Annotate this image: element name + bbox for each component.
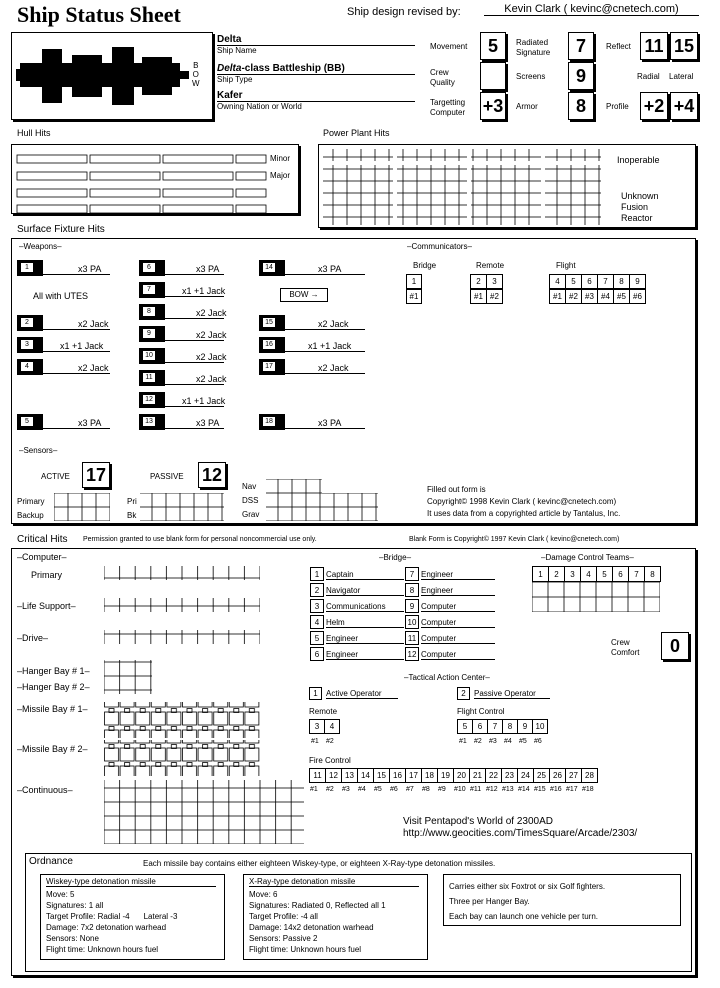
weapons-label: –Weapons– (19, 242, 62, 251)
bridge-station-name: Helm (326, 618, 404, 628)
tac-fire-box[interactable]: 18 (421, 768, 438, 783)
weapon-underline (43, 329, 110, 330)
sensor-primary-label: Primary (17, 497, 45, 506)
dct-number: 6 (612, 566, 629, 582)
weapon-mount-desc: x1 +1 Jack (182, 286, 226, 296)
tac-fire-box[interactable]: 13 (341, 768, 358, 783)
bridge-station-number[interactable]: 6 (310, 647, 324, 661)
tac-fire-sub: #18 (582, 786, 594, 793)
bridge-station-name: Engineer (421, 570, 495, 580)
systems-grid[interactable] (104, 564, 304, 846)
dct-number: 8 (644, 566, 661, 582)
hull-hits-box (11, 144, 299, 214)
computer-label: –Computer– (17, 552, 67, 562)
weapon-mount-desc: x2 Jack (318, 319, 349, 329)
hull-hits-grid[interactable] (12, 145, 298, 213)
power-plant-label: Power Plant Hits (323, 128, 390, 138)
bridge-station-number[interactable]: 2 (310, 583, 324, 597)
comm-box[interactable]: 2 (470, 274, 487, 289)
comms-flight-label: Flight (556, 261, 576, 270)
xray-title: X-Ray-type detonation missile (249, 877, 419, 887)
weapon-mount-desc: x2 Jack (196, 352, 227, 362)
bridge-station-name: Engineer (421, 586, 495, 596)
profile-label: Profile (606, 102, 629, 111)
bridge-station-number[interactable]: 11 (405, 631, 419, 645)
ordnance-desc: Each missile bay contains either eighteen Wiskey-type, or eighteen X-Ray-type detonation missiles. (143, 859, 496, 868)
missile1-label: –Missile Bay # 1– (17, 704, 88, 714)
weapon-mount-11[interactable] (139, 370, 165, 386)
tac-fire-box[interactable]: 14 (357, 768, 374, 783)
weapon-mount-number: 15 (262, 317, 276, 328)
targetting-label: Targetting Computer (430, 98, 466, 117)
weapon-underline (43, 428, 110, 429)
comm-box[interactable]: 3 (486, 274, 503, 289)
tac-remote-sub: #1 (311, 738, 319, 745)
crew-comfort-label: Crew Comfort (611, 638, 640, 657)
weapon-mount-8[interactable] (139, 304, 165, 320)
weapon-mount-desc: x3 PA (196, 418, 220, 428)
tac-fire-sub: #8 (422, 786, 430, 793)
tac-flight-box[interactable]: 5 (457, 719, 473, 734)
dct-number: 1 (532, 566, 549, 582)
comm-box[interactable]: 5 (565, 274, 582, 289)
radiated-value[interactable]: 7 (568, 32, 594, 60)
tac-label: –Tactical Action Center– (404, 673, 490, 682)
wiskey-title: Wiskey-type detonation missile (46, 877, 216, 887)
weapon-mount-desc: x3 PA (78, 264, 102, 274)
weapon-mount-4[interactable] (17, 359, 43, 375)
bow-arrow-indicator: BOW → (280, 288, 328, 302)
reflect-radial-value[interactable]: 11 (640, 32, 668, 60)
reflect-label: Reflect (606, 42, 631, 51)
tac-active-box[interactable]: 1 (309, 687, 322, 700)
weapon-mount-desc: x2 Jack (196, 374, 227, 384)
weapon-mount-9[interactable] (139, 326, 165, 342)
weapon-mount-2[interactable] (17, 315, 43, 331)
tac-fire-box[interactable]: 15 (373, 768, 390, 783)
ship-name-label: Ship Name (217, 46, 257, 55)
weapon-underline (165, 318, 224, 319)
movement-value[interactable]: 5 (480, 32, 506, 60)
weapon-underline (285, 428, 365, 429)
bridge-station-name: Engineer (326, 650, 404, 660)
copyright-notes: Filled out form is Copyright© 1998 Kevin Clark ( kevinc@cnetech.com) It uses data from a copyrighted article by Tantalus, Inc. (427, 485, 621, 518)
tac-remote-box[interactable]: 4 (324, 719, 340, 734)
xray-stats: Move: 6 Signatures: Radiated 0, Reflected all 1 Target Profile: -4 all Damage: 14x2 detonation warhead Sensors: Passive 2 Flight time: Unknown hours fuel (249, 890, 386, 954)
active-sensor-value[interactable]: 17 (82, 462, 110, 488)
passive-sensor-value[interactable]: 12 (198, 462, 226, 488)
tac-fire-sub: #11 (470, 786, 482, 793)
weapon-mount-5[interactable] (17, 414, 43, 430)
comm-sub[interactable]: #2 (565, 289, 582, 304)
tac-fire-box[interactable]: 22 (485, 768, 502, 783)
critical-hits-label: Critical Hits (17, 534, 68, 545)
weapon-mount-number: 16 (262, 339, 276, 350)
bridge-station-name: Computer (421, 618, 495, 628)
movement-label: Movement (430, 42, 468, 51)
tac-fire-box[interactable]: 17 (405, 768, 422, 783)
sensor-dss-label: DSS (242, 496, 259, 505)
page-title: Ship Status Sheet (17, 2, 181, 27)
tac-fire-box[interactable]: 27 (565, 768, 582, 783)
crew-comfort-value[interactable]: 0 (661, 632, 689, 660)
comm-box[interactable]: 9 (629, 274, 646, 289)
bridge-station-number[interactable]: 5 (310, 631, 324, 645)
weapon-mount-desc: x3 PA (196, 264, 220, 274)
weapon-mount-desc: x1 +1 Jack (308, 341, 352, 351)
dct-number: 3 (564, 566, 581, 582)
weapon-mount-number: 4 (20, 361, 34, 372)
reactor-label: Unknown Fusion Reactor (621, 191, 659, 223)
screens-label: Screens (516, 72, 546, 81)
damage-control-label: –Damage Control Teams– (541, 553, 634, 562)
weapon-underline (165, 428, 224, 429)
missile2-label: –Missile Bay # 2– (17, 744, 88, 754)
weapon-mount-desc: x2 Jack (196, 330, 227, 340)
tac-fire-box[interactable]: 24 (517, 768, 534, 783)
continuous-label: –Continuous– (17, 785, 73, 795)
sensor-pri-label: Pri (127, 497, 137, 506)
sensor-grav-label: Grav (242, 510, 260, 519)
sensors-label: –Sensors– (19, 446, 58, 455)
weapon-underline (165, 362, 224, 363)
bridge-station-number[interactable]: 12 (405, 647, 419, 661)
blank-form-copyright: Blank Form is Copyright© 1997 Kevin Clark ( kevinc@cnetech.com) (409, 536, 620, 543)
bridge-station-number[interactable]: 7 (405, 567, 419, 581)
ship-silhouette-box (11, 32, 213, 120)
communicators-label: –Communicators– (407, 242, 472, 251)
weapon-mount-desc: x2 Jack (78, 319, 109, 329)
tac-fire-sub: #7 (406, 786, 414, 793)
weapon-mount-1[interactable] (17, 260, 43, 276)
bridge-station-number[interactable]: 1 (310, 567, 324, 581)
radial-label: Radial (637, 72, 660, 81)
weapon-mount-15[interactable] (259, 315, 285, 331)
comm-sub[interactable]: #6 (629, 289, 646, 304)
tac-fire-sub: #16 (550, 786, 562, 793)
weapon-mount-13[interactable] (139, 414, 165, 430)
weapon-mount-number: 7 (142, 284, 156, 295)
weapon-mount-number: 6 (142, 262, 156, 273)
weapon-mount-desc: x2 Jack (196, 308, 227, 318)
tac-flight-sub: #1 (459, 738, 467, 745)
sensor-backup-label: Backup (17, 511, 44, 520)
comms-remote-label: Remote (476, 261, 505, 270)
bridge-station-name: Computer (421, 602, 495, 612)
weapon-mount-number: 3 (20, 339, 34, 350)
weapon-mount-desc: x1 +1 Jack (182, 396, 226, 406)
weapon-mount-number: 2 (20, 317, 34, 328)
radiated-label: Radiated Signature (516, 38, 551, 57)
weapon-underline (165, 274, 224, 275)
ship-name[interactable]: Delta (217, 34, 415, 46)
all-with-utes-label: All with UTES (33, 291, 89, 301)
crew-quality-value[interactable] (480, 62, 506, 90)
tac-fire-sub: #10 (454, 786, 466, 793)
tac-remote-box[interactable]: 3 (309, 719, 325, 734)
tac-fire-sub: #2 (326, 786, 334, 793)
tac-fire-label: Fire Control (309, 756, 351, 765)
dct-number: 4 (580, 566, 597, 582)
weapon-mount-number: 14 (262, 262, 276, 273)
weapon-mount-10[interactable] (139, 348, 165, 364)
comm-sub[interactable]: #1 (549, 289, 566, 304)
comm-box[interactable]: 8 (613, 274, 630, 289)
tac-flight-label: Flight Control (457, 707, 505, 716)
crew-quality-label: Crew Quality (430, 68, 455, 87)
power-plant-box (318, 144, 696, 228)
weapon-mount-17[interactable] (259, 359, 285, 375)
weapon-mount-12[interactable] (139, 392, 165, 408)
tac-flight-sub: #6 (534, 738, 542, 745)
weapon-underline (165, 406, 224, 407)
comm-box[interactable]: 4 (549, 274, 566, 289)
bridge-station-number[interactable]: 9 (405, 599, 419, 613)
comm-box[interactable]: 6 (581, 274, 598, 289)
weapon-mount-number: 10 (142, 350, 156, 361)
hangar2-label: –Hanger Bay # 2– (17, 682, 90, 692)
tac-flight-box[interactable]: 7 (487, 719, 503, 734)
permission-text: Permission granted to use blank form for personal noncommercial use only. (83, 536, 317, 543)
comm-box[interactable]: 7 (597, 274, 614, 289)
tac-fire-sub: #1 (310, 786, 318, 793)
weapon-mount-desc: x3 PA (318, 264, 342, 274)
tac-fire-box[interactable]: 19 (437, 768, 454, 783)
weapon-underline (285, 351, 365, 352)
tac-fire-box[interactable]: 20 (453, 768, 470, 783)
tac-flight-sub: #4 (504, 738, 512, 745)
weapon-underline (43, 351, 110, 352)
sensor-nav-label: Nav (242, 482, 257, 491)
comm-sub[interactable]: #2 (486, 289, 503, 304)
weapon-mount-number: 11 (142, 372, 156, 383)
active-label: ACTIVE (41, 472, 70, 481)
tac-flight-sub: #2 (474, 738, 482, 745)
owner[interactable]: Kafer (217, 90, 415, 102)
weapon-underline (43, 274, 110, 275)
ship-silhouette-icon (12, 33, 212, 119)
bridge-station-name: Computer (421, 634, 495, 644)
tac-fire-sub: #14 (518, 786, 530, 793)
dct-number: 5 (596, 566, 613, 582)
surface-fixture-label: Surface Fixture Hits (17, 224, 105, 235)
tac-fire-sub: #17 (566, 786, 578, 793)
weapon-underline (165, 384, 224, 385)
revised-by-field[interactable]: Kevin Clark ( kevinc@cnetech.com) (484, 3, 699, 16)
hull-hits-label: Hull Hits (17, 128, 51, 138)
tac-passive-box[interactable]: 2 (457, 687, 470, 700)
profile-radial-value[interactable]: +2 (640, 92, 668, 120)
tac-fire-box[interactable]: 28 (581, 768, 598, 783)
tac-fire-box[interactable]: 16 (389, 768, 406, 783)
weapon-mount-number: 12 (142, 394, 156, 405)
bridge-station-name: Engineer (326, 634, 404, 644)
bridge-station-name: Navigator (326, 586, 404, 596)
tac-fire-box[interactable]: 21 (469, 768, 486, 783)
comm-sub[interactable]: #4 (597, 289, 614, 304)
damage-control-boxes[interactable] (532, 582, 662, 614)
weapon-mount-desc: x3 PA (318, 418, 342, 428)
profile-lateral-value[interactable]: +4 (670, 92, 698, 120)
dct-number: 7 (628, 566, 645, 582)
tac-fire-sub: #13 (502, 786, 514, 793)
weapon-mount-number: 9 (142, 328, 156, 339)
dct-number: 2 (548, 566, 565, 582)
weapon-underline (165, 296, 224, 297)
hull-major-label: Major (270, 171, 291, 180)
targetting-value[interactable]: +3 (480, 92, 506, 120)
tac-flight-box[interactable]: 9 (517, 719, 533, 734)
weapon-mount-number: 1 (20, 262, 34, 273)
weapon-underline (285, 329, 365, 330)
bridge-station-number[interactable]: 10 (405, 615, 419, 629)
hull-minor-label: Minor (270, 154, 291, 163)
ordnance-label: Ordnance (29, 856, 73, 867)
comms-bridge-label: Bridge (413, 261, 437, 270)
drive-label: –Drive– (17, 633, 49, 643)
visit-text: Visit Pentapod's World of 2300AD http://www.geocities.com/TimesSquare/Arcade/2303/ (403, 816, 638, 839)
fighter-notes: Carries either six Foxtrot or six Golf fighters. Three per Hanger Bay. Each bay can launch one vehicle per turn. (449, 882, 606, 921)
tac-fire-box[interactable]: 23 (501, 768, 518, 783)
bridge-label: –Bridge– (379, 553, 412, 562)
armor-value[interactable]: 8 (568, 92, 594, 120)
weapon-mount-number: 17 (262, 361, 276, 372)
ship-type[interactable]: Delta-class Battleship (BB) (217, 63, 415, 75)
life-support-label: –Life Support– (17, 601, 76, 611)
comm-sub[interactable]: #1 (470, 289, 487, 304)
bow-label: B O W (192, 61, 200, 88)
tac-fire-box[interactable]: 26 (549, 768, 566, 783)
weapon-mount-desc: x3 PA (78, 418, 102, 428)
tac-fire-sub: #15 (534, 786, 546, 793)
hangar1-label: –Hanger Bay # 1– (17, 666, 90, 676)
lateral-label: Lateral (669, 72, 694, 81)
tac-remote-label: Remote (309, 707, 338, 716)
revised-label: Ship design revised by: (347, 6, 461, 18)
bridge-station-name: Computer (421, 650, 495, 660)
tac-remote-sub: #2 (326, 738, 334, 745)
owner-label: Owning Nation or World (217, 102, 302, 111)
tac-flight-sub: #3 (489, 738, 497, 745)
tac-passive-label: Passive Operator (474, 689, 550, 699)
armor-label: Armor (516, 102, 538, 111)
power-plant-grid[interactable] (319, 145, 609, 227)
weapon-mount-number: 13 (142, 416, 156, 427)
tac-flight-sub: #5 (519, 738, 527, 745)
sensor-grid[interactable] (54, 479, 384, 523)
tac-flight-box[interactable]: 8 (502, 719, 518, 734)
tac-fire-box[interactable]: 11 (309, 768, 326, 783)
bridge-station-number[interactable]: 4 (310, 615, 324, 629)
tac-fire-sub: #3 (342, 786, 350, 793)
comm-sub[interactable]: #3 (581, 289, 598, 304)
weapon-mount-desc: x1 +1 Jack (60, 341, 104, 351)
weapon-underline (285, 373, 365, 374)
tac-flight-box[interactable]: 6 (472, 719, 488, 734)
weapon-mount-desc: x2 Jack (78, 363, 109, 373)
bridge-station-name: Captain (326, 570, 404, 580)
weapon-mount-number: 5 (20, 416, 34, 427)
screens-value[interactable]: 9 (568, 62, 594, 90)
reflect-lateral-value[interactable]: 15 (670, 32, 698, 60)
bridge-station-name: Communications (326, 602, 404, 612)
comm-sub[interactable]: #1 (406, 289, 422, 304)
tac-fire-sub: #12 (486, 786, 498, 793)
bridge-station-number[interactable]: 3 (310, 599, 324, 613)
passive-label: PASSIVE (150, 472, 184, 481)
weapon-mount-desc: x2 Jack (318, 363, 349, 373)
tac-fire-sub: #4 (358, 786, 366, 793)
comm-sub[interactable]: #5 (613, 289, 630, 304)
weapon-mount-7[interactable] (139, 282, 165, 298)
comm-box[interactable]: 1 (406, 274, 422, 289)
weapon-mount-number: 18 (262, 416, 276, 427)
weapon-mount-18[interactable] (259, 414, 285, 430)
weapon-mount-number: 8 (142, 306, 156, 317)
weapon-underline (165, 340, 224, 341)
tac-fire-sub: #5 (374, 786, 382, 793)
computer-primary-label: Primary (31, 570, 62, 580)
sensor-bk-label: Bk (127, 511, 137, 520)
ship-type-label: Ship Type (217, 75, 253, 84)
weapon-underline (285, 274, 365, 275)
tac-fire-sub: #9 (438, 786, 446, 793)
tac-active-label: Active Operator (326, 689, 398, 699)
bridge-station-number[interactable]: 8 (405, 583, 419, 597)
weapon-mount-14[interactable] (259, 260, 285, 276)
tac-fire-box[interactable]: 12 (325, 768, 342, 783)
weapon-mount-3[interactable] (17, 337, 43, 353)
weapon-mount-16[interactable] (259, 337, 285, 353)
weapon-mount-6[interactable] (139, 260, 165, 276)
inoperable-label: Inoperable (617, 155, 660, 165)
tac-fire-box[interactable]: 25 (533, 768, 550, 783)
wiskey-stats: Move: 5 Signatures: 1 all Target Profile: Radial -4 Lateral -3 Damage: 7x2 detonation warhead Sensors: None Flight time: Unknown hours fuel (46, 890, 178, 954)
tac-fire-sub: #6 (390, 786, 398, 793)
tac-flight-box[interactable]: 10 (532, 719, 548, 734)
weapon-underline (43, 373, 110, 374)
